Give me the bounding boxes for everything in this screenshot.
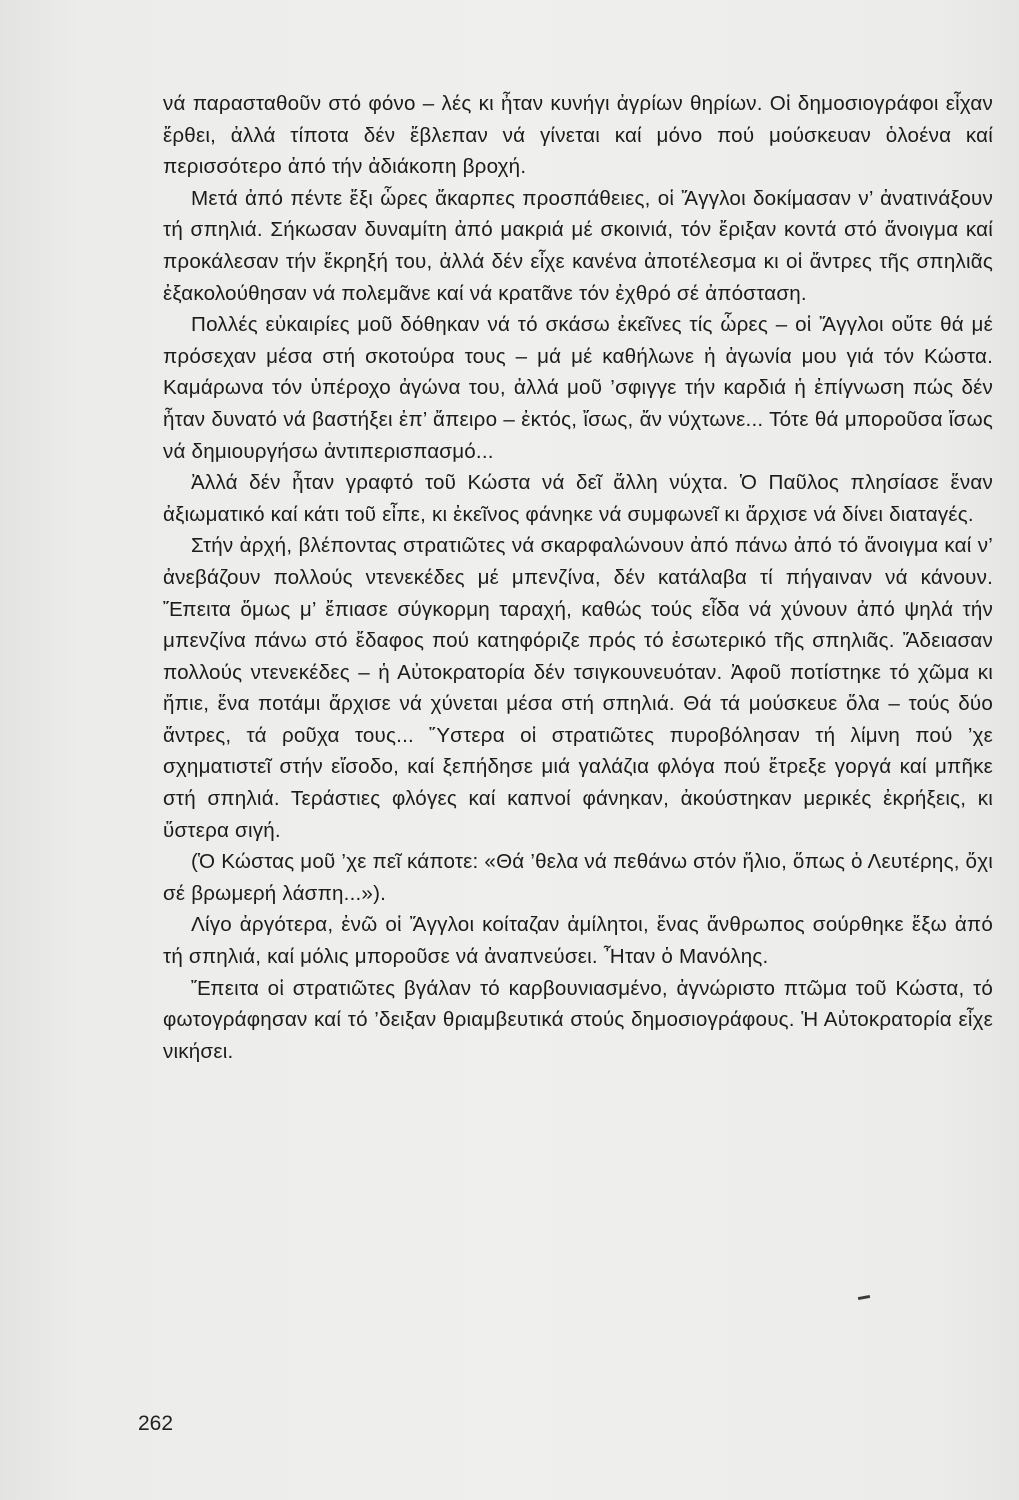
paragraph-4: Ἀλλά δέν ἦταν γραφτό τοῦ Κώστα νά δεῖ ἄλλη νύχτα. Ὁ Παῦλος πλησίασε ἕναν ἀξιωματικό καί κάτι τοῦ εἶπε, κι ἐκεῖνος φάνηκε νά συμφωνεῖ κι ἄρχισε νά δίνει διαταγές. <box>163 471 993 526</box>
paragraph-8: Ἔπειτα οἱ στρατιῶτες βγάλαν τό καρβουνιασμένο, ἀγνώριστο πτῶμα τοῦ Κώστα, τό φωτογράφησαν καί τό ’δειξαν θριαμβευτικά στούς δημοσιογράφους. Ἡ Αὐτοκρατορία εἶχε νικήσει. <box>163 976 993 1063</box>
paragraph-7: Λίγο ἀργότερα, ἐνῶ οἱ Ἄγγλοι κοίταζαν ἀμίλητοι, ἕνας ἄνθρωπος σούρθηκε ἔξω ἀπό τή σπηλιά, καί μόλις μποροῦσε νά ἀναπνεύσει. Ἦταν ὁ Μανόλης. <box>163 913 993 969</box>
page-number: 262 <box>138 1412 174 1435</box>
paragraph-6: (Ὁ Κώστας μοῦ ’χε πεῖ κάποτε: «Θά ’θελα νά πεθάνω στόν ἥλιο, ὅπως ὁ Λευτέρης, ὄχι σέ βρωμερή λάσπη...»). <box>163 850 993 905</box>
ink-mark <box>858 1295 870 1300</box>
paragraph-2: Μετά ἀπό πέντε ἔξι ὧρες ἄκαρπες προσπάθειες, οἱ Ἄγγλοι δοκίμασαν ν’ ἀνατινάξουν τή σπηλιά. Σήκωσαν δυναμίτη ἀπό μακριά μέ σκοινιά, τόν ἔριξαν κοντά στό ἄνοιγμα καί προκάλεσαν τήν ἔκρηξή του, ἀλλά δέν εἶχε κανένα ἀποτέλεσμα κι οἱ ἄντρες τῆς σπηλιᾶς ἐξακολούθησαν νά πολεμᾶνε καί νά κρατᾶνε τόν ἐχθρό σέ ἀπόσταση. <box>163 186 993 305</box>
paragraph-1: νά παρασταθοῦν στό φόνο – λές κι ἦταν κυνήγι ἀγρίων θηρίων. Οἱ δημοσιογράφοι εἶχαν ἔρθει, ἀλλά τίποτα δέν ἔβλεπαν νά γίνεται καί μόνο πού μούσκευαν ὁλοένα καί περισσότερο ἀπό τήν ἀδιάκοπη βροχή. <box>163 92 993 179</box>
paragraph-5: Στήν ἀρχή, βλέποντας στρατιῶτες νά σκαρφαλώνουν ἀπό πάνω ἀπό τό ἄνοιγμα καί ν’ ἀνεβάζουν πολλούς ντενεκέδες μέ μπενζίνα, δέν κατάλαβα τί πήγαιναν νά κάνουν. Ἔπειτα ὅμως μ’ ἔπιασε σύγκορμη ταραχή, καθώς τούς εἶδα νά χύνουν ἀπό ψηλά τήν μπενζίνα πάνω στό ἔδαφος πού κατηφόριζε πρός τό ἐσωτερικό τῆς σπηλιᾶς. Ἄδειασαν πολλούς ντενεκέδες – ἡ Αὐτοκρατορία δέν τσιγκουνευόταν. Ἀφοῦ ποτίστηκε τό χῶμα κι ἤπιε, ἕνα ποτάμι ἄρχισε νά χύνεται μέσα στή σπηλιά. Θά τά μούσκευε ὅλα – τούς δύο ἄντρες, τά ροῦχα τους... Ὕστερα οἱ στρατιῶτες πυροβόλησαν τή λίμνη πού ’χε σχηματιστεῖ στήν εἴσοδο, καί ξεπήδησε μιά γαλάζια φλόγα πού ἔτρεξε γοργά καί μπῆκε στή σπηλιά. Τεράστιες φλόγες καί καπνοί φάνηκαν, ἀκούστηκαν μερικές ἐκρήξεις, κι ὕστερα σιγή. <box>163 534 993 842</box>
body-text <box>163 88 993 1067</box>
paragraph-3: Πολλές εὐκαιρίες μοῦ δόθηκαν νά τό σκάσω ἐκεῖνες τίς ὧρες – οἱ Ἄγγλοι οὔτε θά μέ πρόσεχαν μέσα στή σκοτούρα τους – μά μέ καθήλωνε ἡ ἀγωνία μου γιά τόν Κώστα. Καμάρωνα τόν ὑπέροχο ἀγώνα του, ἀλλά μοῦ ’σφιγγε τήν καρδιά ἡ ἐπίγνωση πώς δέν ἦταν δυνατό νά βαστήξει ἐπ’ ἄπειρο – ἐκτός, ἴσως, ἄν νύχτωνε... Τότε θά μποροῦσα ἴσως νά δημιουργήσω ἀντιπερισπασμό... <box>163 313 993 463</box>
